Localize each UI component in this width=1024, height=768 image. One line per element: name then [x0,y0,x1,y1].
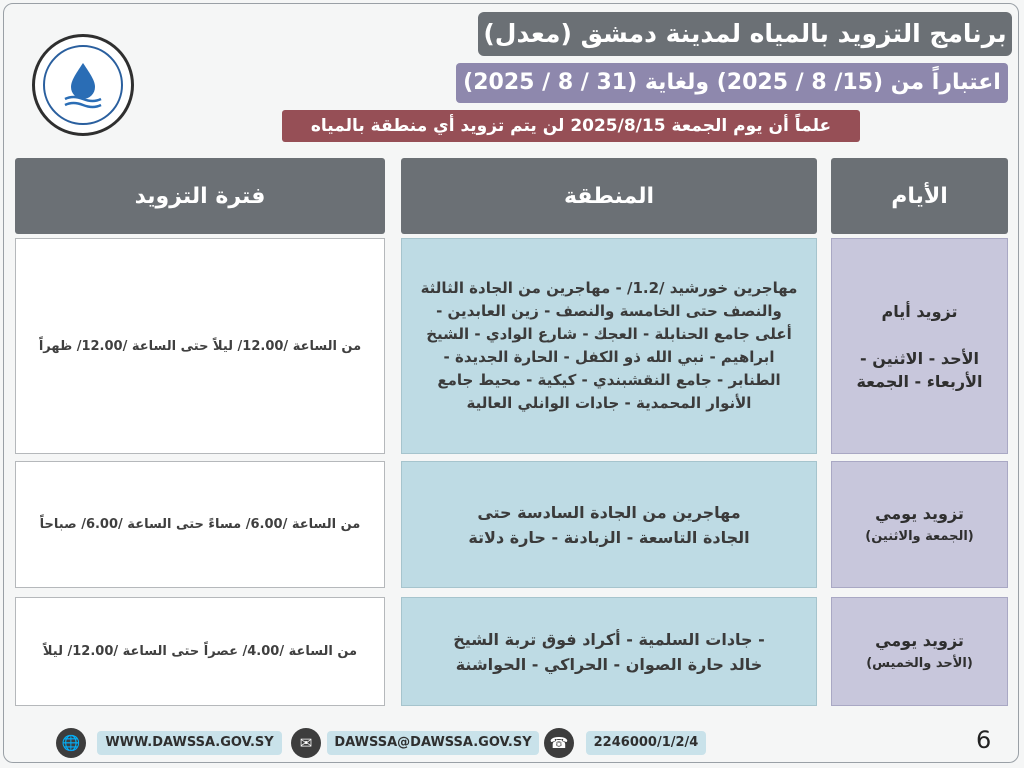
page-title: برنامج التزويد بالمياه لمدينة دمشق (معدل) [478,12,1012,56]
globe-icon: 🌐 [56,728,86,758]
row3-days-main: تزويد يومي [875,630,964,650]
row3-area-cell: - جادات السلمية - أكراد فوق تربة الشيخ خالد حارة الصوان - الحراكي - الحواشنة [401,597,817,706]
row1-days-cell [831,238,1008,454]
row2-days-cell [831,461,1008,588]
row2-area-cell: مهاجرين من الجادة السادسة حتى الجادة التاسعة - الزبادنة - حارة دلاتة [401,461,817,588]
organization-logo [32,34,134,136]
row2-period-cell: من الساعة /6.00/ مساءً حتى الساعة /6.00/ صباحاً [15,461,385,588]
row3-days-sub: (الأحد والخميس) [866,655,973,671]
header-days: الأيام [831,158,1008,234]
phone-icon: ☎ [544,728,574,758]
water-drop-icon [35,37,131,133]
row3-period-cell: من الساعة /4.00/ عصراً حتى الساعة /12.00/ ليلاً [15,597,385,706]
friday-note-banner: علماً أن يوم الجمعة 2025/8/15 لن يتم تزويد أي منطقة بالمياه [282,110,860,142]
row3-days-cell [831,597,1008,706]
website-link[interactable]: WWW.DAWSSA.GOV.SY [97,731,282,755]
date-range-banner: اعتباراً من (15/ 8 / 2025) ولغاية (31 / 8 / 2025) [456,63,1008,103]
row2-days-main: تزويد يومي [875,503,964,523]
header-period: فترة التزويد [15,158,385,234]
row1-period-cell: من الساعة /12.00/ ليلاً حتى الساعة /12.00/ ظهراً [15,238,385,454]
row1-days-main: تزويد أيام [881,301,958,321]
row2-days-sub: (الجمعة والاثنين) [865,528,974,544]
email-link[interactable]: DAWSSA@DAWSSA.GOV.SY [327,731,539,755]
row1-days-list: الأحد - الاثنين - الأربعاء - الجمعة [856,348,983,391]
row1-area-cell: مهاجرين خورشيد /1.2/ - مهاجرين من الجادة الثالثة والنصف حتى الخامسة والنصف - زين العابدين - أعلى جامع الحنابلة - العجك - شارع الوادي - الشيخ ابراهيم - نبي الله ذو الكفل - الحارة الجديدة - الطنابر - جامع النقشبندي - كيكية - محيط جامع الأنوار المحمدية - جادات الوانلي العالية [401,238,817,454]
page-number: 6 [976,726,992,754]
header-area: المنطقة [401,158,817,234]
mail-icon: ✉ [291,728,321,758]
phone-number[interactable]: 2246000/1/2/4 [586,731,706,755]
